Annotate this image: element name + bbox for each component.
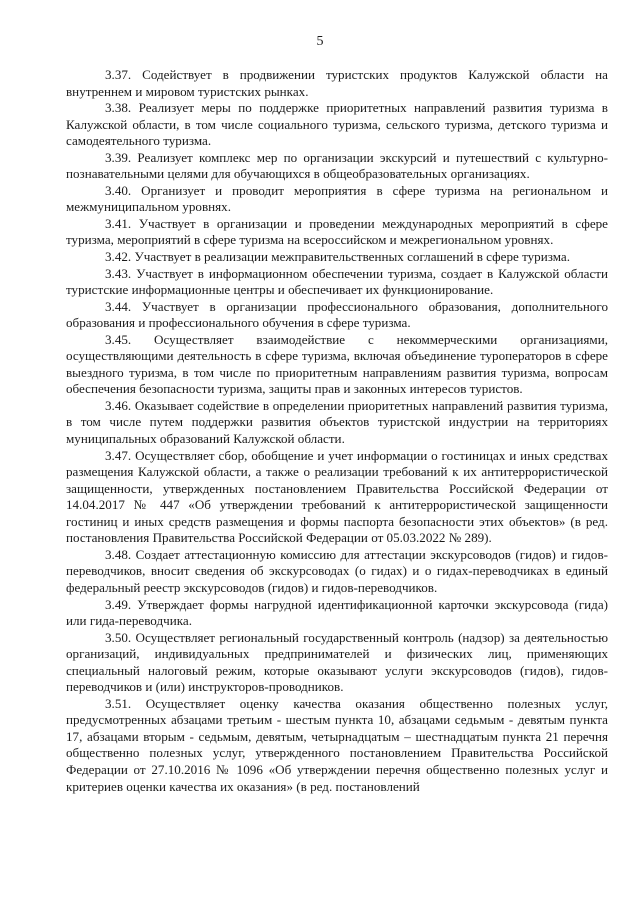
paragraph-3-50: 3.50. Осуществляет региональный государственный контроль (надзор) за деятельностью организаций, индивидуальных предпринимателей и физических лиц, применяющих специальный налоговый режим, которые оказывают услуги экскурсоводов (гидов), гидов-переводчиков и (или) инструкторов-проводников.: [66, 629, 608, 695]
paragraph-3-51: 3.51. Осуществляет оценку качества оказания общественно полезных услуг, предусмотренных абзацами третьим - шестым пункта 10, абзацами седьмым - девятым пункта 17, абзацами вторым - седьмым, девятым, четырнадцатым – шестнадцатым пункта 21 перечня общественно полезных услуг, утвержденного постановлением Правительства Российской Федерации от 27.10.2016 № 1096 «Об утверждении перечня общественно полезных услуг и критериев оценки качества их оказания» (в ред. постановлений: [66, 695, 608, 794]
paragraph-3-47: 3.47. Осуществляет сбор, обобщение и учет информации о гостиницах и иных средствах размещения Калужской области, а также о реализации требований к их антитеррористической защищенности, утвержденных постановлением Правительства Российской Федерации от 14.04.2017 № 447 «Об утверждении требований к антитеррористической защищенности гостиниц и иных средств размещения и формы паспорта безопасности этих объектов» (в ред. постановления Правительства Российской Федерации от 05.03.2022 № 289).: [66, 447, 608, 546]
document-body: [66, 67, 608, 795]
paragraph-3-45: 3.45. Осуществляет взаимодействие с некоммерческими организациями, осуществляющими деятельность в сфере туризма, включая объединение туроператоров в сфере выездного туризма, в том числе по приоритетным направлениям развития туризма, вопросам обеспечения безопасности туризма, защиты прав и законных интересов туристов.: [66, 331, 608, 397]
paragraph-3-42: 3.42. Участвует в реализации межправительственных соглашений в сфере туризма.: [105, 249, 570, 265]
paragraph-3-37: 3.37. Содействует в продвижении туристских продуктов Калужской области на внутреннем и мировом туристских рынках.: [66, 67, 608, 99]
paragraph-3-39: 3.39. Реализует комплекс мер по организации экскурсий и путешествий с культурно-познавательными целями для обучающихся в общеобразовательных организациях.: [66, 149, 608, 182]
page-number: 5: [316, 34, 324, 49]
paragraph-3-46: 3.46. Оказывает содействие в определении приоритетных направлений развития туризма, в том числе путем поддержки развития объектов туристской индустрии на территориях муниципальных образований Калужской области.: [66, 397, 608, 447]
paragraph-3-40: 3.40. Организует и проводит мероприятия в сфере туризма на региональном и межмуниципальном уровнях.: [66, 182, 608, 215]
paragraph-3-38: 3.38. Реализует меры по поддержке приоритетных направлений развития туризма в Калужской области, в том числе социального туризма, сельского туризма, детского туризма и самодеятельного туризма.: [66, 100, 608, 149]
paragraph-3-49: 3.49. Утверждает формы нагрудной идентификационной карточки экскурсовода (гида) или гида-переводчика.: [66, 596, 608, 629]
paragraph-3-43: 3.43. Участвует в информационном обеспечении туризма, создает в Калужской области туристские информационные центры и обеспечивает их функционирование.: [66, 265, 608, 298]
paragraph-3-41: 3.41. Участвует в организации и проведении международных мероприятий в сфере туризма, мероприятий в сфере туризма на всероссийском и межрегиональном уровнях.: [66, 215, 608, 248]
paragraph-3-44: 3.44. Участвует в организации профессионального образования, дополнительного образования и профессионального обучения в сфере туризма.: [66, 298, 608, 331]
paragraph-3-48: 3.48. Создает аттестационную комиссию для аттестации экскурсоводов (гидов) и гидов-переводчиков, вносит сведения об экскурсоводах (о гидах) и о гидах-переводчиках в единый федеральный реестр экскурсоводов (гидов) и гидов-переводчиков.: [66, 546, 608, 595]
